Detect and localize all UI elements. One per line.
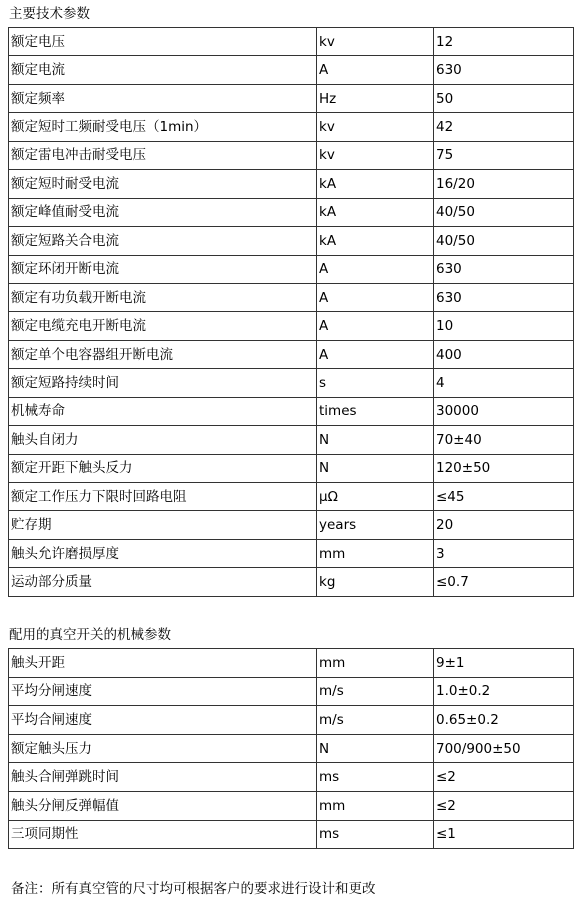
table-row (9, 340, 574, 368)
table-row (9, 283, 574, 311)
value-cell: 20 (434, 511, 574, 539)
value-cell: ≤45 (434, 483, 574, 511)
parameter-name-cell: 额定雷电冲击耐受电压 (9, 141, 317, 169)
unit-cell: kg (317, 568, 434, 596)
value-cell: 400 (434, 340, 574, 368)
table-row (9, 28, 574, 56)
unit-cell: A (317, 283, 434, 311)
value-cell: 4 (434, 369, 574, 397)
value-cell: 1.0±0.2 (434, 677, 574, 706)
parameter-name-cell: 额定单个电容器组开断电流 (9, 340, 317, 368)
main-technical-parameters-table (8, 27, 574, 597)
parameter-name-cell: 触头允许磨损厚度 (9, 539, 317, 567)
main-technical-parameters-title: 主要技术参数 (9, 6, 90, 22)
value-cell: 630 (434, 56, 574, 84)
unit-cell: s (317, 369, 434, 397)
parameter-name-cell: 运动部分质量 (9, 568, 317, 596)
unit-cell: A (317, 340, 434, 368)
value-cell: 0.65±0.2 (434, 706, 574, 735)
table-row (9, 511, 574, 539)
table-row (9, 649, 574, 678)
value-cell: 12 (434, 28, 574, 56)
table-row (9, 255, 574, 283)
parameter-name-cell: 触头合闸弹跳时间 (9, 763, 317, 792)
unit-cell: ms (317, 820, 434, 849)
unit-cell: kA (317, 198, 434, 226)
parameter-name-cell: 触头开距 (9, 649, 317, 678)
table-row (9, 56, 574, 84)
parameter-name-cell: 额定工作压力下限时回路电阻 (9, 483, 317, 511)
unit-cell: A (317, 255, 434, 283)
value-cell: 42 (434, 113, 574, 141)
table-row (9, 820, 574, 849)
table-row (9, 84, 574, 112)
unit-cell: kv (317, 28, 434, 56)
unit-cell: kv (317, 113, 434, 141)
unit-cell: N (317, 454, 434, 482)
value-cell: 120±50 (434, 454, 574, 482)
unit-cell: mm (317, 791, 434, 820)
value-cell: 10 (434, 312, 574, 340)
value-cell: ≤1 (434, 820, 574, 849)
table-row (9, 312, 574, 340)
table-row (9, 568, 574, 596)
table-row (9, 454, 574, 482)
table-row (9, 677, 574, 706)
table-row (9, 397, 574, 425)
parameter-name-cell: 额定频率 (9, 84, 317, 112)
table-row (9, 791, 574, 820)
unit-cell: A (317, 312, 434, 340)
table-row (9, 141, 574, 169)
unit-cell: years (317, 511, 434, 539)
unit-cell: m/s (317, 677, 434, 706)
unit-cell: kA (317, 170, 434, 198)
parameter-name-cell: 平均合闸速度 (9, 706, 317, 735)
parameter-name-cell: 额定电缆充电开断电流 (9, 312, 317, 340)
unit-cell: kA (317, 227, 434, 255)
value-cell: 630 (434, 255, 574, 283)
value-cell: 40/50 (434, 227, 574, 255)
table-row (9, 706, 574, 735)
value-cell: 630 (434, 283, 574, 311)
parameter-name-cell: 额定环闭开断电流 (9, 255, 317, 283)
parameter-name-cell: 额定有功负载开断电流 (9, 283, 317, 311)
unit-cell: times (317, 397, 434, 425)
parameter-name-cell: 额定电压 (9, 28, 317, 56)
value-cell: 30000 (434, 397, 574, 425)
table-row (9, 369, 574, 397)
parameter-name-cell: 额定短路持续时间 (9, 369, 317, 397)
parameter-name-cell: 贮存期 (9, 511, 317, 539)
table-row (9, 113, 574, 141)
unit-cell: A (317, 56, 434, 84)
footnote: 备注：所有真空管的尺寸均可根据客户的要求进行设计和更改 (11, 881, 376, 897)
unit-cell: mm (317, 539, 434, 567)
value-cell: 9±1 (434, 649, 574, 678)
value-cell: ≤0.7 (434, 568, 574, 596)
value-cell: 75 (434, 141, 574, 169)
parameter-name-cell: 额定短时耐受电流 (9, 170, 317, 198)
parameter-name-cell: 平均分闸速度 (9, 677, 317, 706)
unit-cell: μΩ (317, 483, 434, 511)
parameter-name-cell: 机械寿命 (9, 397, 317, 425)
parameter-name-cell: 额定触头压力 (9, 734, 317, 763)
table-row (9, 763, 574, 792)
value-cell: 16/20 (434, 170, 574, 198)
value-cell: ≤2 (434, 763, 574, 792)
value-cell: 700/900±50 (434, 734, 574, 763)
parameter-name-cell: 额定短路关合电流 (9, 227, 317, 255)
parameter-name-cell: 触头分闸反弹幅值 (9, 791, 317, 820)
table-body (9, 28, 574, 597)
table-row (9, 483, 574, 511)
unit-cell: kv (317, 141, 434, 169)
unit-cell: ms (317, 763, 434, 792)
table-row (9, 539, 574, 567)
unit-cell: m/s (317, 706, 434, 735)
parameter-name-cell: 三项同期性 (9, 820, 317, 849)
vacuum-switch-mechanical-parameters-title: 配用的真空开关的机械参数 (9, 627, 171, 643)
table-row (9, 734, 574, 763)
table-row (9, 170, 574, 198)
parameter-name-cell: 触头自闭力 (9, 426, 317, 454)
table-body (9, 649, 574, 849)
parameter-name-cell: 额定电流 (9, 56, 317, 84)
unit-cell: N (317, 426, 434, 454)
table-row (9, 198, 574, 226)
unit-cell: mm (317, 649, 434, 678)
value-cell: 40/50 (434, 198, 574, 226)
value-cell: 70±40 (434, 426, 574, 454)
unit-cell: N (317, 734, 434, 763)
table-row (9, 426, 574, 454)
vacuum-switch-mechanical-parameters-table (8, 648, 574, 849)
parameter-name-cell: 额定峰值耐受电流 (9, 198, 317, 226)
value-cell: 3 (434, 539, 574, 567)
parameter-name-cell: 额定短时工频耐受电压（1min） (9, 113, 317, 141)
parameter-name-cell: 额定开距下触头反力 (9, 454, 317, 482)
value-cell: ≤2 (434, 791, 574, 820)
value-cell: 50 (434, 84, 574, 112)
table-row (9, 227, 574, 255)
unit-cell: Hz (317, 84, 434, 112)
